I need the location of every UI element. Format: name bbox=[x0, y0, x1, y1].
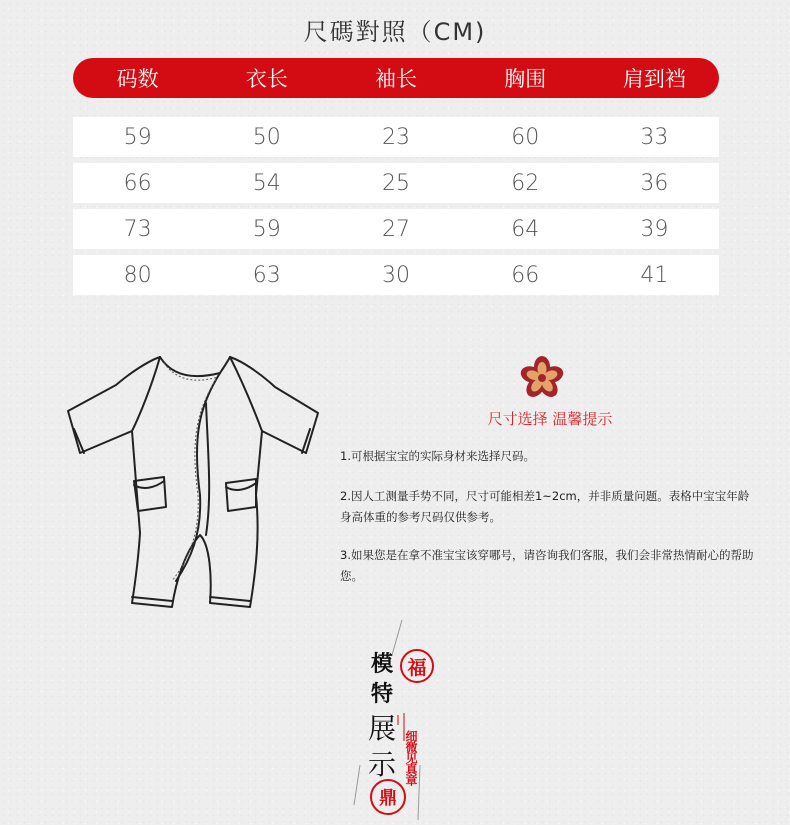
table-cell: 27 bbox=[382, 216, 410, 242]
table-cell: 59 bbox=[252, 216, 281, 242]
table-cell: 39 bbox=[640, 216, 669, 242]
model-showcase-heading bbox=[340, 615, 460, 825]
model-char-2: 特 bbox=[371, 681, 394, 707]
tips-title: 尺寸选择 温馨提示 bbox=[487, 410, 613, 428]
table-cell: 62 bbox=[511, 170, 540, 196]
header-sleeve: 袖长 bbox=[375, 67, 417, 91]
tip-item-2: 2.因人工测量手势不同，尺寸可能相差1~2cm，并非质量问题。表格中宝宝年龄身高体重的参考尺码仅供参考。 bbox=[340, 489, 750, 524]
header-size: 码数 bbox=[116, 67, 159, 91]
model-char-1: 模 bbox=[371, 651, 394, 677]
size-table-body bbox=[73, 117, 719, 301]
size-table-header bbox=[73, 58, 719, 98]
table-cell: 50 bbox=[252, 124, 281, 150]
seal-bottom: 鼎 bbox=[370, 779, 406, 815]
model-char-4: 示 bbox=[368, 748, 397, 781]
table-cell: 30 bbox=[382, 262, 410, 288]
table-row bbox=[73, 163, 719, 203]
table-cell: 66 bbox=[123, 170, 152, 196]
table-cell: 63 bbox=[252, 262, 281, 288]
romper-illustration-icon bbox=[60, 345, 320, 615]
flower-icon bbox=[519, 355, 565, 401]
header-length: 衣长 bbox=[245, 67, 288, 91]
table-cell: 36 bbox=[640, 170, 669, 196]
vertical-slogan: 细微见真章 bbox=[404, 730, 418, 785]
table-cell: 60 bbox=[511, 124, 540, 150]
tip-item-1: 1.可根据宝宝的实际身材来选择尺码。 bbox=[340, 449, 535, 463]
model-char-3: 展 bbox=[368, 712, 397, 745]
header-chest: 胸围 bbox=[504, 67, 547, 91]
seal-top: 福 bbox=[400, 649, 434, 683]
table-row bbox=[73, 117, 719, 157]
table-cell: 66 bbox=[511, 262, 540, 288]
table-row bbox=[73, 209, 719, 249]
table-cell: 64 bbox=[511, 216, 540, 242]
table-cell: 73 bbox=[123, 216, 152, 242]
table-cell: 59 bbox=[123, 124, 152, 150]
table-cell: 33 bbox=[640, 124, 669, 150]
tip-item-3: 3.如果您是在拿不准宝宝该穿哪号，请咨询我们客服，我们会非常热情耐心的帮助您。 bbox=[340, 548, 754, 583]
table-cell: 41 bbox=[640, 262, 669, 288]
page-title: 尺碼對照（CM) bbox=[303, 18, 487, 46]
header-shoulder-crotch: 肩到裆 bbox=[622, 67, 686, 91]
table-cell: 54 bbox=[252, 170, 281, 196]
table-row bbox=[73, 255, 719, 295]
table-cell: 80 bbox=[123, 262, 152, 288]
table-cell: 25 bbox=[382, 170, 410, 196]
table-cell: 23 bbox=[382, 124, 410, 150]
